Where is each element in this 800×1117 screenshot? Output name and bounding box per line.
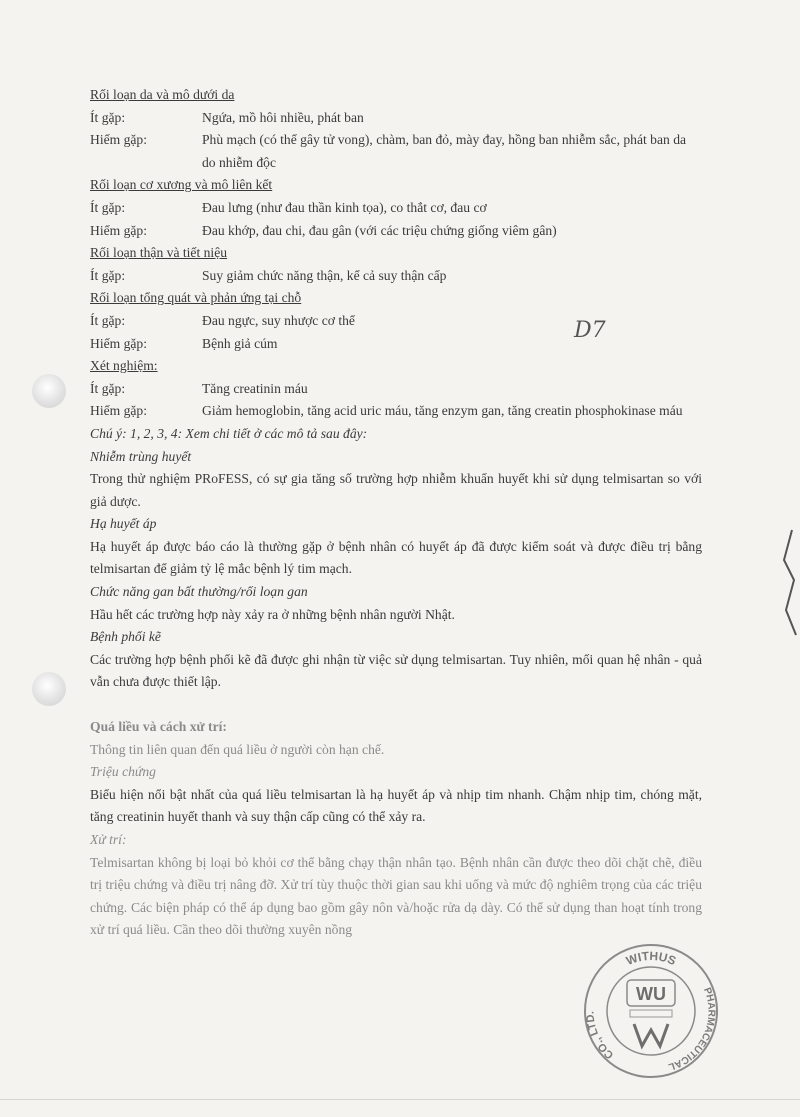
effect-row	[90, 197, 702, 220]
seal-text-center: WU	[636, 984, 666, 1004]
frequency-label: Ít gặp:	[90, 380, 126, 396]
effect-row	[90, 378, 702, 401]
effect-text: Đau ngực, suy nhược cơ thể	[202, 312, 355, 328]
symptoms-text: Biểu hiện nổi bật nhất của quá liều telmisartan là hạ huyết áp và nhịp tim nhanh. Chậm nhịp tim, chóng mặt, tăng creatinin huyết thanh và suy thận cấp cũng có thể xảy ra.	[90, 786, 702, 825]
section-skin	[90, 84, 702, 174]
section-musculoskeletal	[90, 174, 702, 242]
subsection-title: Bệnh phổi kẽ	[90, 629, 161, 645]
section-heading: Rối loạn da và mô dưới da	[90, 87, 235, 102]
effect-text: Bệnh giả cúm	[202, 335, 278, 351]
subsection-text: Hạ huyết áp được báo cáo là thường gặp ở bệnh nhân có huyết áp đã được kiểm soát và được điều trị bằng telmisartan để giảm tỷ lệ mắc bệnh lý tim mạch.	[90, 538, 702, 577]
section-heading: Rối loạn cơ xương và mô liên kết	[90, 177, 273, 193]
effect-text: Đau khớp, đau chi, đau gân (với các triệu chứng giống viêm gân)	[202, 222, 557, 238]
section-heading: Rối loạn tổng quát và phản ứng tại chỗ	[90, 290, 302, 306]
frequency-label: Hiếm gặp:	[90, 132, 148, 148]
frequency-label: Hiếm gặp:	[90, 403, 148, 419]
treatment-text: Telmisartan không bị loại bỏ khỏi cơ thể bằng chạy thận nhân tạo. Bệnh nhân cần được theo dõi chặt chẽ, điều trị triệu chứng và điều trị nâng đỡ. Xử trí tùy thuộc thời gian sau khi uống và mức độ nghiêm trọng của các triệu chứng. Các biện pháp có thể áp dụng bao gồm gây nôn và/hoặc rửa dạ dày. Có thể sử dụng than hoạt tính trong xử trí quá liều. Cần theo dõi thường xuyên nồng	[90, 854, 702, 938]
effect-row	[90, 333, 702, 356]
frequency-label: Hiếm gặp:	[90, 335, 148, 351]
scan-edge-mark	[770, 520, 800, 640]
effect-row	[90, 400, 702, 423]
seal-text-left: CO., LTD.	[584, 1010, 617, 1062]
subsection-title: Nhiễm trùng huyết	[90, 448, 192, 464]
note-line: Chú ý: 1, 2, 3, 4: Xem chi tiết ở các mô tả sau đây:	[90, 425, 368, 441]
frequency-label: Hiếm gặp:	[90, 222, 148, 238]
section-renal	[90, 242, 702, 287]
document-content	[90, 84, 702, 942]
seal-text-top: WITHUS	[624, 948, 679, 969]
company-seal	[582, 942, 720, 1080]
effect-text: Ngứa, mồ hôi nhiều, phát ban	[202, 109, 364, 125]
overdose-heading: Quá liều và cách xử trí:	[90, 719, 227, 735]
scan-bottom-line	[0, 1099, 800, 1100]
subsection-title: Hạ huyết áp	[90, 516, 157, 532]
handwritten-initials: D7	[574, 318, 606, 343]
subsection-text: Trong thử nghiệm PRoFESS, có sự gia tăng số trường hợp nhiễm khuẩn huyết khi sử dụng telmisartan so với giả dược.	[90, 471, 702, 509]
svg-text:WITHUS	[624, 949, 678, 968]
frequency-label: Ít gặp:	[90, 312, 126, 328]
subsection-text: Các trường hợp bệnh phổi kẽ đã được ghi nhận từ việc sử dụng telmisartan. Tuy nhiên, mối quan hệ nhân - quả vẫn chưa được thiết lập.	[90, 651, 702, 690]
effect-row	[90, 220, 702, 243]
effect-row	[90, 107, 702, 130]
effect-text: Giảm hemoglobin, tăng acid uric máu, tăng enzym gan, tăng creatin phosphokinase máu	[202, 403, 683, 419]
frequency-label: Ít gặp:	[90, 267, 126, 283]
subsection-title: Chức năng gan bất thường/rối loạn gan	[90, 584, 308, 600]
section-heading: Xét nghiệm:	[90, 358, 158, 374]
symptoms-title: Triệu chứng	[90, 764, 156, 780]
overdose-intro: Thông tin liên quan đến quá liều ở người còn hạn chế.	[90, 741, 385, 757]
section-heading: Rối loạn thận và tiết niệu	[90, 245, 228, 261]
punch-hole	[32, 374, 66, 408]
treatment-title: Xử trí:	[90, 832, 127, 847]
effect-row	[90, 265, 702, 288]
effect-text: Phù mạch (có thể gây tử vong), chàm, ban đỏ, mày đay, hồng ban nhiễm sắc, phát ban da do nhiễm độc	[202, 132, 687, 170]
subsection-text: Hầu hết các trường hợp này xảy ra ở những bệnh nhân người Nhật.	[90, 606, 455, 622]
punch-hole	[32, 672, 66, 706]
frequency-label: Ít gặp:	[90, 199, 126, 215]
effect-row	[90, 129, 702, 174]
frequency-label: Ít gặp:	[90, 109, 126, 125]
effect-text: Suy giảm chức năng thận, kể cả suy thận cấp	[202, 267, 447, 283]
effect-text: Tăng creatinin máu	[202, 380, 308, 396]
effect-text: Đau lưng (như đau thần kinh tọa), co thắt cơ, đau cơ	[202, 199, 487, 215]
seal-text-right: PHARMACEUTICAL	[666, 986, 717, 1073]
section-general	[90, 287, 702, 355]
effect-row	[90, 310, 702, 333]
section-lab-tests	[90, 355, 702, 423]
